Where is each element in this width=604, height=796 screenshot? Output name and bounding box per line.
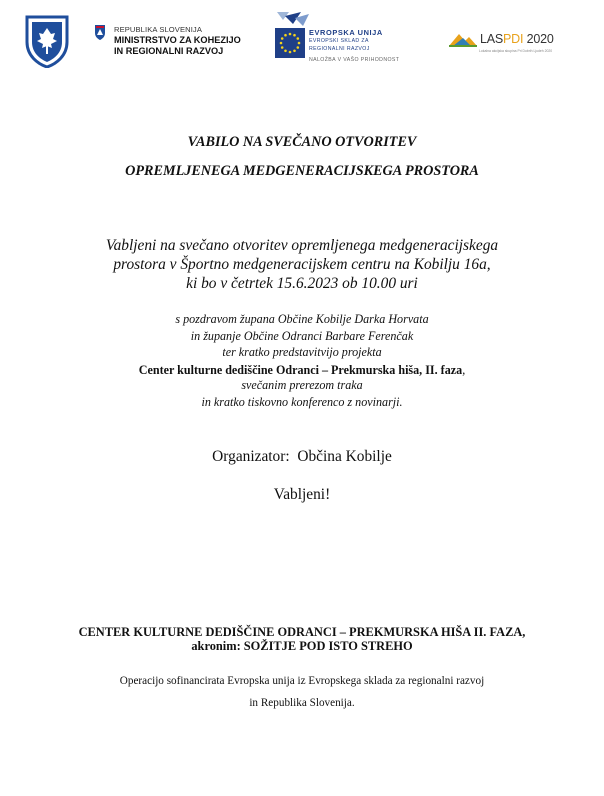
program-line-3: ter kratko predstavitvijo projekta (222, 345, 382, 359)
program-project (0, 361, 604, 379)
las-main: LAS (480, 32, 504, 46)
eu-motto: NALOŽBA V VAŠO PRIHODNOST (309, 57, 400, 63)
program-line-5: svečanim prerezom traka (241, 378, 363, 392)
eu-text-block (309, 29, 399, 64)
las-logo (449, 30, 554, 53)
municipal-shield-icon (24, 14, 70, 68)
gov-ministry-line2: IN REGIONALNI RAZVOJ (114, 46, 224, 56)
las-year: 2020 (526, 32, 554, 46)
program-line-6: in kratko tiskovno konferenco z novinarji. (201, 395, 403, 409)
project-name: Center kulturne dediščine Odranci – Prekmurska hiša, II. faza (138, 363, 463, 377)
program-line-1: s pozdravom župana Občine Kobilje Darka Horvata (175, 312, 429, 326)
closing-text: Vabljeni! (273, 486, 331, 503)
project-suffix: , (462, 363, 466, 377)
gov-country: REPUBLIKA SLOVENIJA (114, 25, 202, 34)
footer-funding-1: Operacijo sofinancirata Evropska unija iz Evropskega sklada za regionalni razvoj (119, 675, 485, 687)
las-mountain-icon (449, 30, 477, 48)
organizer-label: Organizator: (212, 448, 290, 465)
invite-line-1: Vabljeni na svečano otvoritev opremljenega medgeneracijskega (105, 237, 499, 254)
gov-ministry-line1: MINISTRSTVO ZA KOHEZIJO (114, 35, 241, 45)
eu-flag-icon (275, 28, 305, 58)
las-tagline: Lokalna akcijska skupina Pri Dobrih Ljudeh 2020 (479, 49, 553, 53)
eu-fund-line1: EVROPSKI SKLAD ZA (309, 38, 369, 44)
footer-acronym: akronim: SOŽITJE POD ISTO STREHO (191, 639, 413, 653)
invite-line-2: prostora v Športno medgeneracijskem centru na Kobilju 16a, (113, 256, 491, 273)
las-wordmark (480, 32, 554, 46)
title-line-2: OPREMLJENEGA MEDGENERACIJSKEGA PROSTORA (125, 163, 479, 179)
slovenia-crest-icon (94, 24, 106, 41)
las-accent: PDI (503, 32, 524, 46)
footer-project: CENTER KULTURNE DEDIŠČINE ODRANCI – PREKMURSKA HIŠA II. FAZA, (78, 625, 526, 639)
organizer (0, 448, 604, 466)
ministry-logo (94, 24, 241, 57)
organizer-value: Občina Kobilje (297, 448, 392, 465)
invite-line-3: ki bo v četrtek 15.6.2023 ob 10.00 uri (186, 275, 418, 292)
title-line-1: VABILO NA SVEČANO OTVORITEV (187, 134, 417, 150)
eu-title: EVROPSKA UNIJA (309, 28, 383, 37)
footer-funding-2: in Republika Slovenija. (249, 697, 355, 709)
program-line-2: in županje Občine Odranci Barbare Ferenčak (190, 329, 414, 343)
eu-fund-line2: REGIONALNI RAZVOJ (309, 46, 370, 52)
